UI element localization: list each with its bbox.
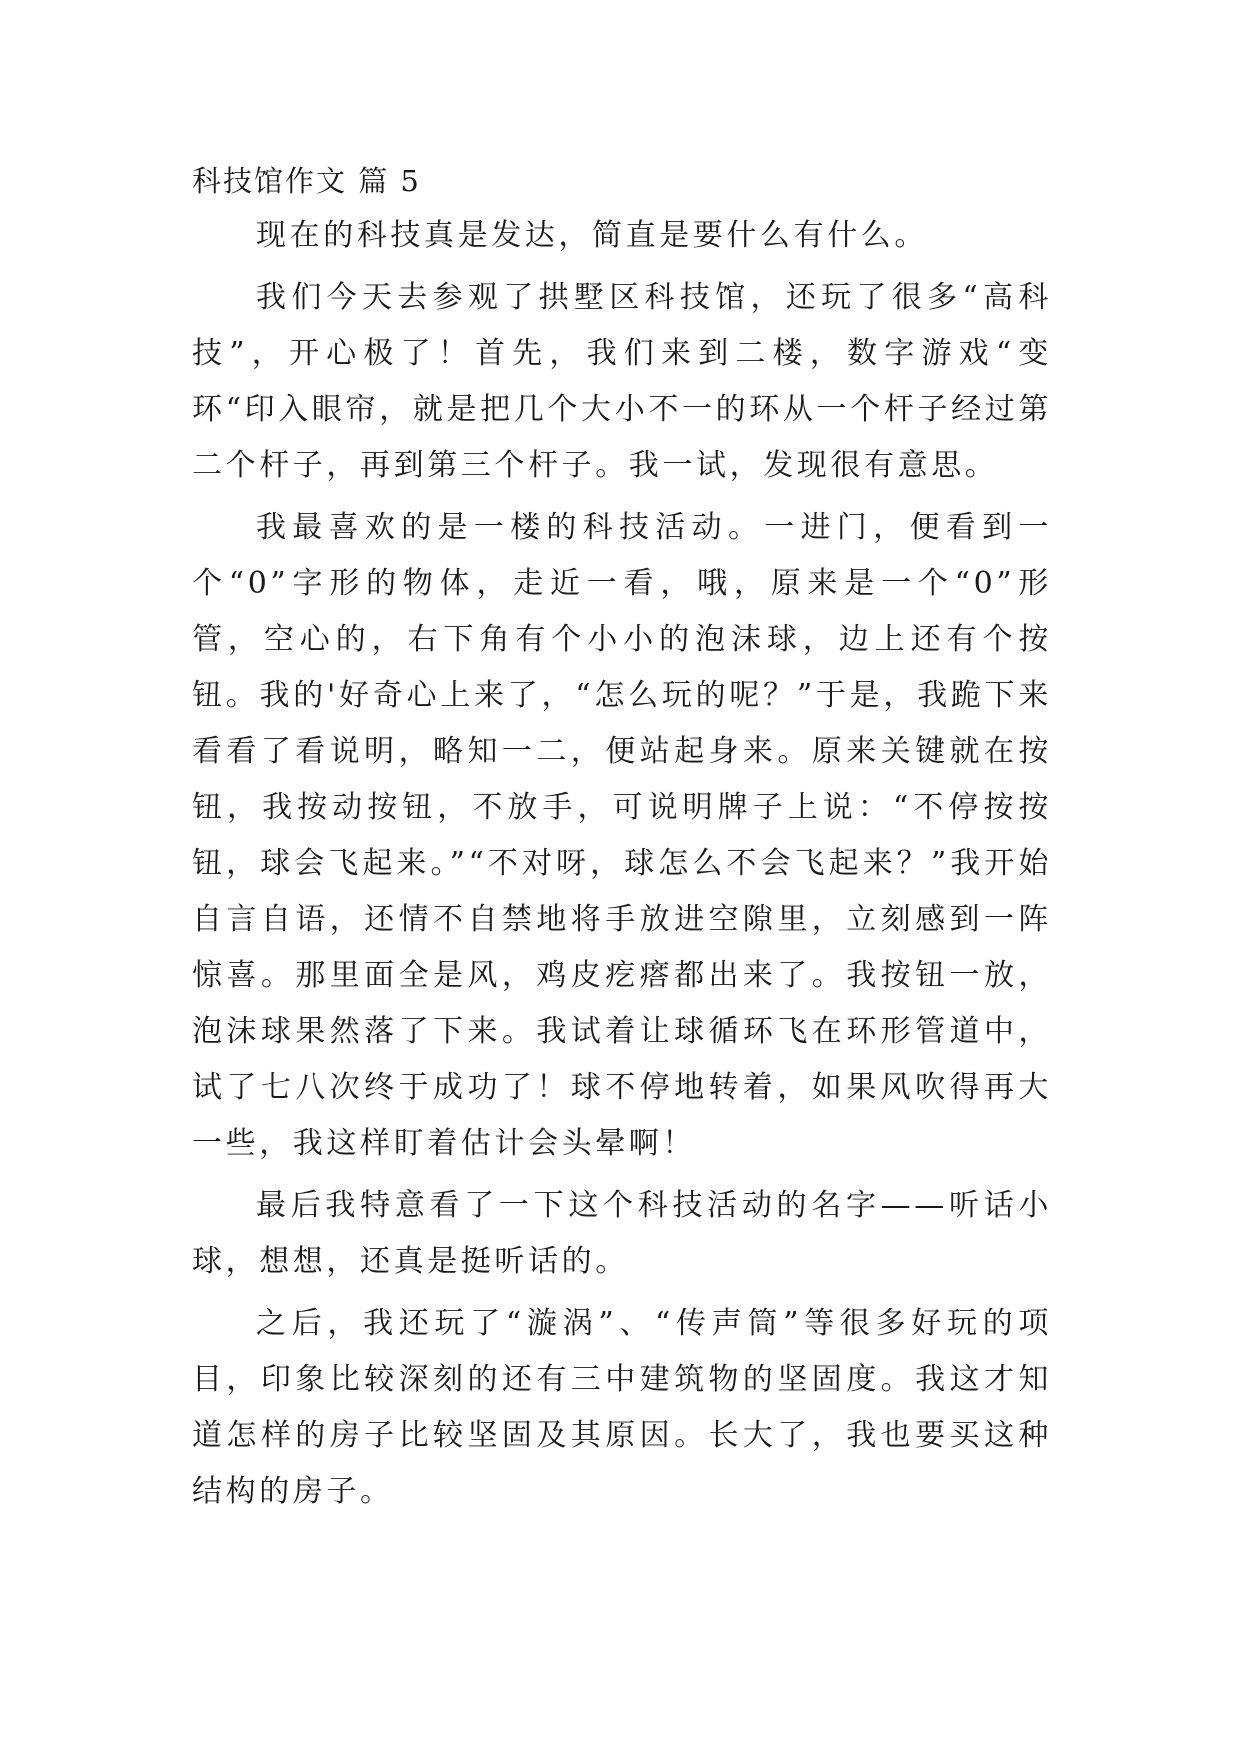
paragraph: 现在的科技真是发达，简直是要什么有什么。 bbox=[256, 218, 928, 253]
paragraph: 我最喜欢的是一楼的科技活动。一进门，便看到一个“0”字形的物体，走近一看，哦，原来是一个“0”形管，空心的，右下角有个小小的泡沫球，边上还有个按钮。我的'好奇心上来了，“怎么玩的呢？”于是，我跪下来看看了看说明，略知一二，便站起身来。原来关键就在按钮，我按动按钮，不放手，可说明牌子上说：“不停按按钮，球会飞起来。”“不对呀，球怎么不会飞起来？”我开始自言自语，还情不自禁地将手放进空隙里，立刻感到一阵惊喜。那里面全是风，鸡皮疙瘩都出来了。我按钮一放，泡沫球果然落了下来。我试着让球循环飞在环形管道中，试了七八次终于成功了！球不停地转着，如果风吹得再大一些，我这样盯着估计会头晕啊！ bbox=[192, 510, 1052, 1161]
document-body bbox=[192, 160, 1052, 1526]
paragraph: 我们今天去参观了拱墅区科技馆，还玩了很多“高科技”，开心极了！首先，我们来到二楼，数字游戏“变环“印入眼帘，就是把几个大小不一的环从一个杆子经过第二个杆子，再到第三个杆子。我一试，发现很有意思。 bbox=[192, 280, 1052, 483]
paragraph: 之后，我还玩了“漩涡”、“传声筒”等很多好玩的项目，印象比较深刻的还有三中建筑物的坚固度。我这才知道怎样的房子比较坚固及其原因。长大了，我也要买这种结构的房子。 bbox=[192, 1306, 1052, 1509]
document-title: 科技馆作文 篇 5 bbox=[192, 164, 421, 198]
paragraph: 最后我特意看了一下这个科技活动的名字——听话小球，想想，还真是挺听话的。 bbox=[192, 1188, 1052, 1279]
